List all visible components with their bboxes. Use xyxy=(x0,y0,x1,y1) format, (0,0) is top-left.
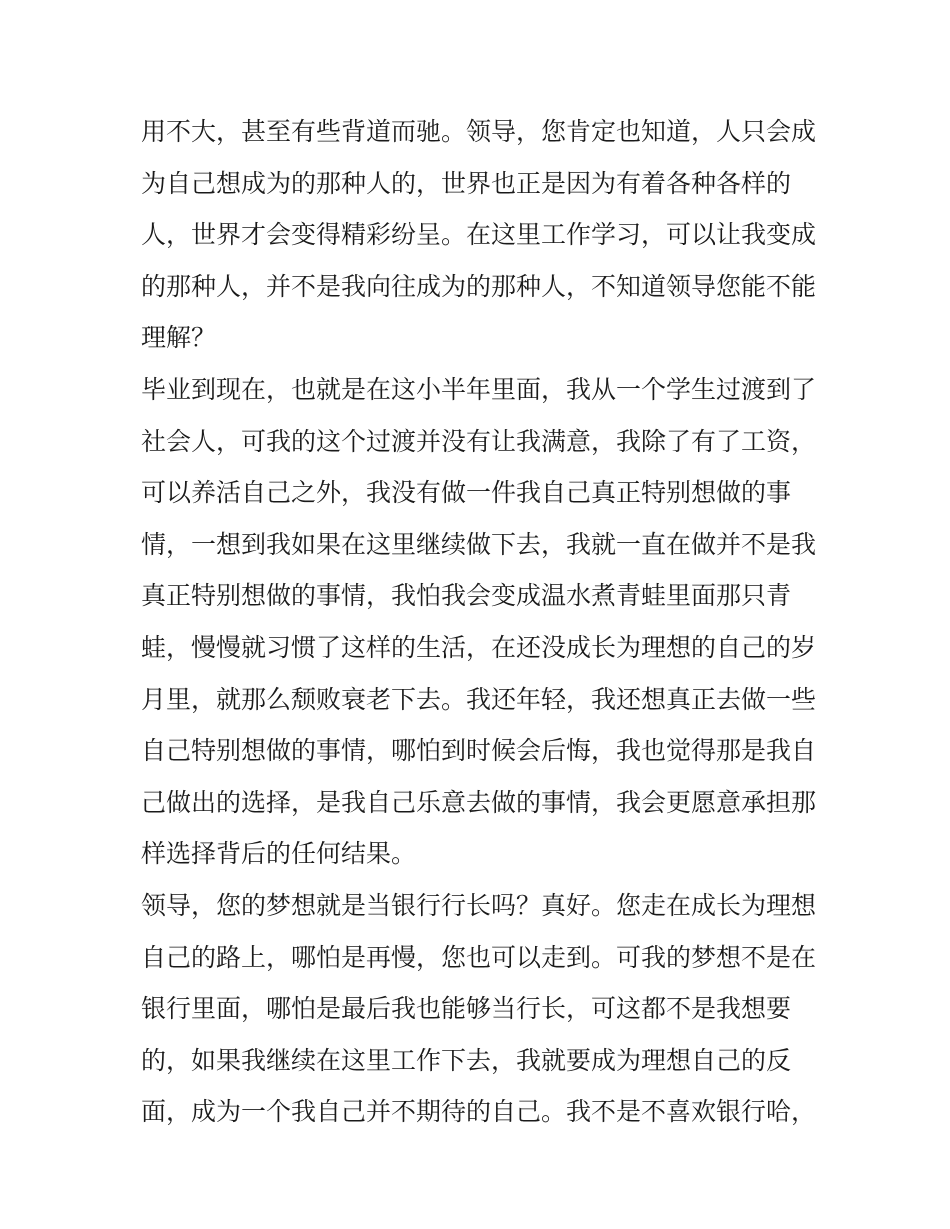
text-line: 理解？ xyxy=(141,323,217,353)
text-line: 蛙，慢慢就习惯了这样的生活，在还没成长为理想的自己的岁 xyxy=(141,632,817,662)
paragraph-3 xyxy=(141,880,821,1138)
text-line: 的那种人，并不是我向往成为的那种人，不知道领导您能不能 xyxy=(141,271,817,301)
text-line: 人，世界才会变得精彩纷呈。在这里工作学习，可以让我变成 xyxy=(141,220,817,250)
body-text xyxy=(141,106,821,1138)
text-line: 情，一想到我如果在这里继续做下去，我就一直在做并不是我 xyxy=(141,529,817,559)
text-line: 银行里面，哪怕是最后我也能够当行长，可这都不是我想要 xyxy=(141,994,792,1024)
paragraph-2 xyxy=(141,364,821,880)
text-line: 社会人，可我的这个过渡并没有让我满意，我除了有了工资， xyxy=(141,426,817,456)
text-line: 用不大，甚至有些背道而驰。领导，您肯定也知道，人只会成 xyxy=(141,117,817,146)
text-line: 为自己想成为的那种人的，世界也正是因为有着各种各样的 xyxy=(141,168,792,198)
text-line: 面，成为一个我自己并不期待的自己。我不是不喜欢银行哈， xyxy=(141,1097,817,1127)
text-line: 己做出的选择，是我自己乐意去做的事情，我会更愿意承担那 xyxy=(141,787,817,817)
text-line: 月里，就那么颓败衰老下去。我还年轻，我还想真正去做一些 xyxy=(141,684,817,714)
text-line: 的，如果我继续在这里工作下去，我就要成为理想自己的反 xyxy=(141,1045,792,1075)
text-line: 真正特别想做的事情，我怕我会变成温水煮青蛙里面那只青 xyxy=(141,581,792,611)
text-line: 自己的路上，哪怕是再慢，您也可以走到。可我的梦想不是在 xyxy=(141,942,817,972)
text-line: 样选择背后的任何结果。 xyxy=(141,839,417,869)
text-line: 毕业到现在，也就是在这小半年里面，我从一个学生过渡到了 xyxy=(141,374,817,404)
paragraph-1 xyxy=(141,106,821,364)
text-line: 领导，您的梦想就是当银行行长吗？真好。您走在成长为理想 xyxy=(141,890,817,920)
text-line: 可以养活自己之外，我没有做一件我自己真正特别想做的事 xyxy=(141,478,792,508)
text-line: 自己特别想做的事情，哪怕到时候会后悔，我也觉得那是我自 xyxy=(141,736,817,766)
